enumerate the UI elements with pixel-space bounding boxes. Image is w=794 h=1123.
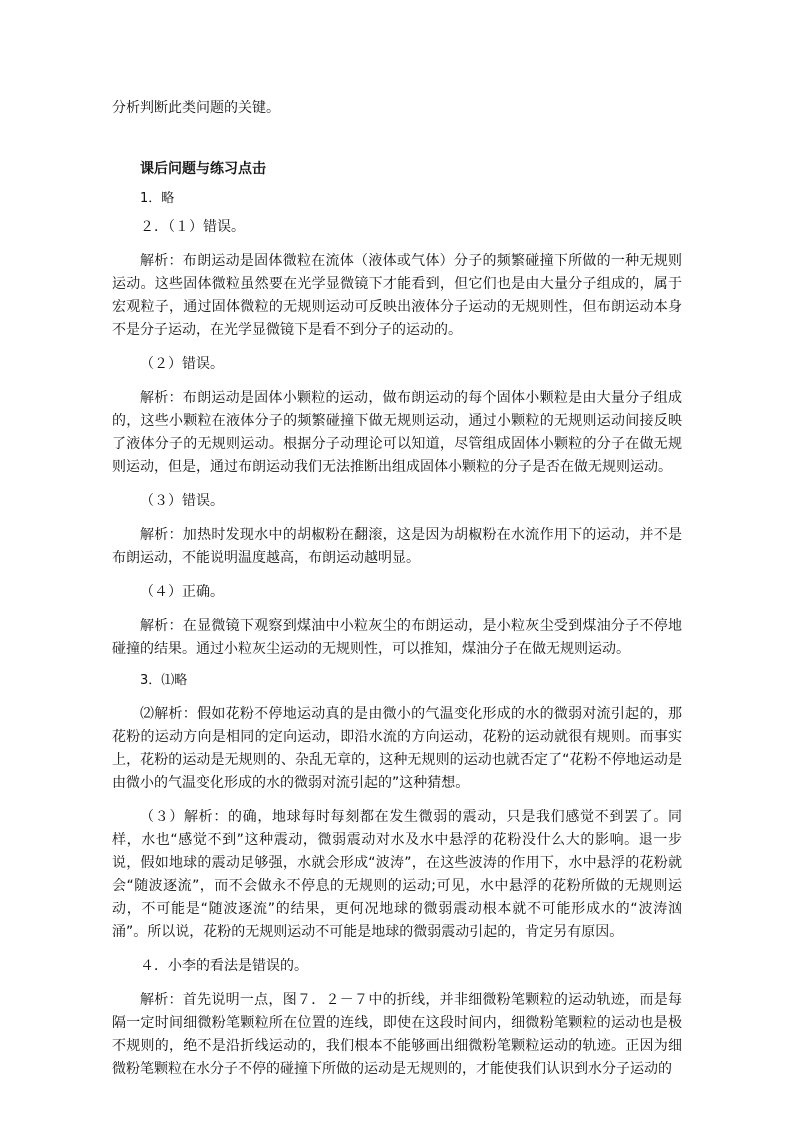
- document-page: [112, 0, 682, 1081]
- q2-3-analysis: 解析：加热时发现水中的胡椒粉在翻滚，这是因为胡椒粉在水流作用下的运动，并不是布朗运动，不能说明温度越高，布朗运动越明显。: [112, 527, 682, 566]
- q2-4-label: （４）正确。: [140, 584, 224, 600]
- q3-2-analysis: ⑵解析：假如花粉不停地运动真的是由微小的气温变化形成的水的微弱对流引起的，那花粉的运动方向是相同的定向运动，即沿水流的方向运动，花粉的运动就很有规则。而事实上，花粉的运动是无规则的、杂乱无章的，这种无规则的运动也就否定了“花粉不停地运动是由微小的气温变化形成的水的微弱对流引起的”这种猜想。: [112, 706, 682, 791]
- q3-label: 3．⑴略: [140, 673, 188, 688]
- q2-3-label: （３）错误。: [140, 493, 224, 509]
- q4-label: ４．小李的看法是错误的。: [140, 958, 308, 974]
- q2-label: ２．（１）错误。: [140, 219, 245, 235]
- q2-2-analysis: 解析：布朗运动是固体小颗粒的运动，做布朗运动的每个固体小颗粒是由大量分子组成的，这些小颗粒在液体分子的频繁碰撞下做无规则运动，通过小颗粒的无规则运动间接反映了液体分子的无规则运动。根据分子动理论可以知道，尽管组成固体小颗粒的分子在做无规则运动，但是，通过布朗运动我们无法推断出组成固体小颗粒的分子是否在做无规则运动。: [112, 390, 682, 475]
- top-line: 分析判断此类问题的关键。: [112, 100, 280, 116]
- q2-4-analysis: 解析：在显微镜下观察到煤油中小粒灰尘的布朗运动，是小粒灰尘受到煤油分子不停地碰撞的结果。通过小粒灰尘运动的无规则性，可以推知，煤油分子在做无规则运动。: [112, 618, 682, 657]
- section-heading: 课后问题与练习点击: [140, 161, 266, 177]
- q2-2-label: （２）错误。: [140, 356, 224, 372]
- q3-3-analysis: （３）解析：的确，地球每时每刻都在发生微弱的震动，只是我们感觉不到罢了。同样，水也“感觉不到”这种震动，微弱震动对水及水中悬浮的花粉没什么大的影响。退一步说，假如地球的震动足够强，水就会形成“波涛”，在这些波涛的作用下，水中悬浮的花粉就会“随波逐流”，而不会做永不停息的无规则的运动;可见，水中悬浮的花粉所做的无规则运动，不可能是“随波逐流”的结果，更何况地球的微弱震动根本就不可能形成水的“波涛汹涌”。所以说，花粉的无规则运动不可能是地球的微弱震动引起的，肯定另有原因。: [112, 809, 682, 940]
- q4-analysis: 解析：首先说明一点，图７．２－７中的折线，并非细微粉笔颗粒的运动轨迹，而是每隔一定时间细微粉笔颗粒所在位置的连线，即使在这段时间内，细微粉笔颗粒的运动也是极不规则的，绝不是沿折线运动的，我们根本不能够画出细微粉笔颗粒运动的轨迹。正因为细微粉笔颗粒在水分子不停的碰撞下所做的运动是无规则的，才能使我们认识到水分子运动的: [112, 992, 682, 1077]
- q1-line: 1．略: [140, 191, 175, 206]
- q2-1-analysis: 解析：布朗运动是固体微粒在流体（液体或气体）分子的频繁碰撞下所做的一种无规则运动。这些固体微粒虽然要在光学显微镜下才能看到，但它们也是由大量分子组成的，属于宏观粒子，通过固体微粒的无规则运动可反映出液体分子运动的无规则性，但布朗运动本身不是分子运动，在光学显微镜下是看不到分子的运动的。: [112, 253, 682, 338]
